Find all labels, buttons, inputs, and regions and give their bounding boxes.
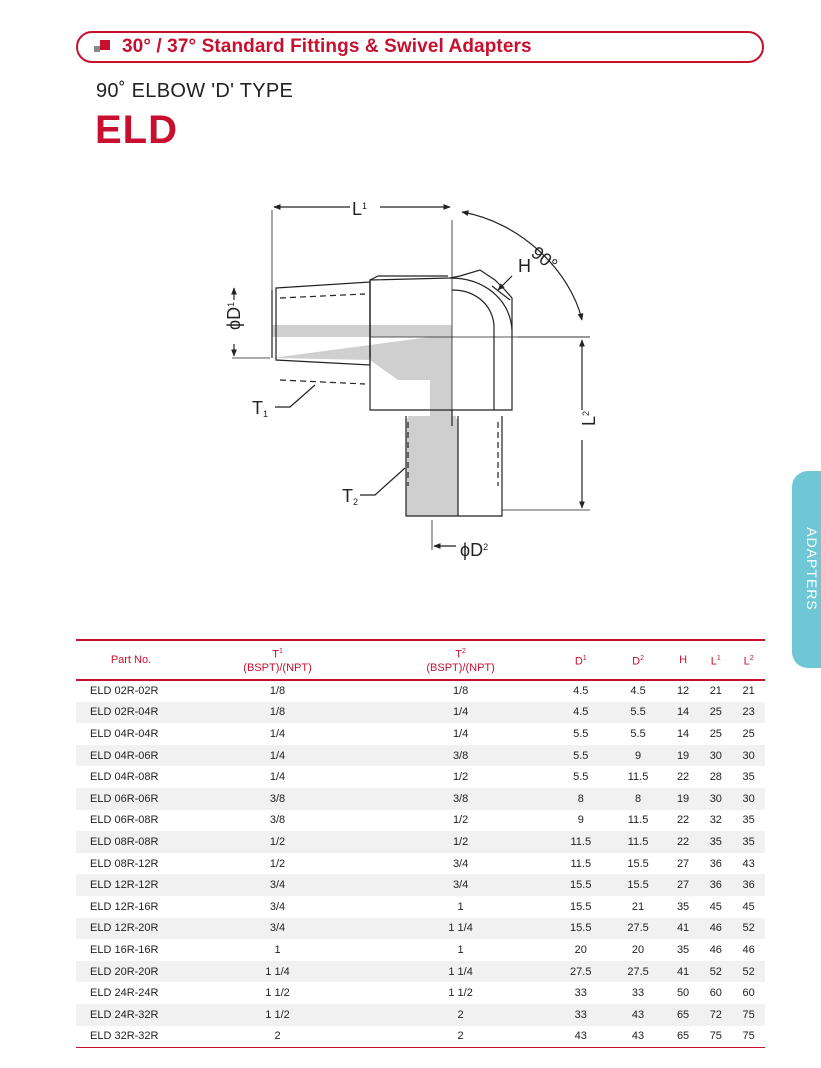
l1-dim-label: L bbox=[352, 199, 363, 219]
cell-h: 14 bbox=[676, 727, 690, 740]
table-row bbox=[76, 745, 765, 767]
cell-t2: 1 bbox=[457, 900, 464, 913]
t1-label: T bbox=[252, 398, 263, 418]
spec-table-body bbox=[76, 680, 765, 1047]
cell-t1: 3/8 bbox=[269, 814, 286, 827]
cell-l2: 35 bbox=[742, 814, 755, 827]
cell-t2: 1 bbox=[457, 943, 464, 956]
cell-d1: 9 bbox=[577, 814, 584, 827]
cell-d2: 4.5 bbox=[630, 685, 646, 698]
cell-t1: 1 1/2 bbox=[265, 987, 290, 1000]
d2-dim-sub: 2 bbox=[483, 542, 489, 552]
cell-h: 14 bbox=[676, 706, 690, 719]
cell-d2: 5.5 bbox=[630, 706, 646, 719]
col-d1: $D_1$ bbox=[552, 640, 609, 680]
cell-l1: 28 bbox=[709, 771, 722, 784]
t1-sub: 1 bbox=[263, 409, 269, 419]
cell-t2: 1/4 bbox=[452, 727, 469, 740]
cell-d1: 11.5 bbox=[570, 835, 592, 848]
cell-l1: 75 bbox=[699, 1026, 732, 1048]
cell-t2: 1 1/4 bbox=[448, 965, 473, 978]
cell-h: 65 bbox=[676, 1008, 690, 1021]
cell-l2: 36 bbox=[742, 879, 755, 892]
cell-d2: 15.5 bbox=[627, 857, 649, 870]
col-t2: $T_2$ (BSPT)/(NPT) bbox=[369, 640, 552, 680]
cell-d2: 33 bbox=[631, 987, 645, 1000]
cell-t2: 1/4 bbox=[452, 706, 469, 719]
cell-d2: 9 bbox=[634, 749, 642, 762]
cell-d1: 15.5 bbox=[570, 879, 592, 892]
cell-l2: 30 bbox=[742, 792, 755, 805]
cell-d2: 11.5 bbox=[627, 835, 649, 848]
cell-part-no: ELD 04R-08R bbox=[90, 771, 159, 784]
cell-t1: 1 1/2 bbox=[265, 1008, 290, 1021]
cell-h: 65 bbox=[667, 1026, 700, 1048]
cell-part-no: ELD 12R-20R bbox=[90, 922, 159, 935]
cell-t1: 1 1/4 bbox=[265, 965, 290, 978]
cell-part-no: ELD 16R-16R bbox=[90, 943, 159, 956]
cell-l1: 21 bbox=[709, 685, 722, 698]
cell-t1: 3/4 bbox=[269, 900, 286, 913]
cell-t2: 1/2 bbox=[452, 814, 469, 827]
cell-t2: 3/8 bbox=[452, 749, 469, 762]
cell-t1: 1/4 bbox=[269, 771, 286, 784]
cell-t2: 2 bbox=[369, 1026, 552, 1048]
cell-l1: 46 bbox=[709, 943, 722, 956]
cell-l1: 25 bbox=[709, 727, 722, 740]
cell-t1: 1/2 bbox=[269, 835, 286, 848]
col-t1: $T_1$ (BSPT)/(NPT) bbox=[186, 640, 369, 680]
cell-l1: 60 bbox=[709, 987, 722, 1000]
t2-label: T bbox=[342, 486, 353, 506]
cell-h: 12 bbox=[676, 685, 690, 698]
table-row bbox=[76, 1026, 765, 1048]
cell-l1: 36 bbox=[709, 857, 722, 870]
cell-part-no: ELD 06R-06R bbox=[90, 792, 159, 805]
cell-l2: 35 bbox=[742, 835, 755, 848]
col-d2: $D_2$ bbox=[609, 640, 666, 680]
cell-t2: 2 bbox=[457, 1008, 464, 1021]
cell-l2: 75 bbox=[732, 1026, 765, 1048]
cell-d1: 43 bbox=[552, 1026, 609, 1048]
cell-d2: 27.5 bbox=[627, 965, 649, 978]
cell-t2: 1/2 bbox=[452, 835, 469, 848]
cell-l1: 30 bbox=[709, 749, 722, 762]
cell-l2: 60 bbox=[742, 987, 755, 1000]
table-row bbox=[76, 874, 765, 896]
cell-t1: 1/2 bbox=[269, 857, 286, 870]
cell-d1: 33 bbox=[574, 1008, 587, 1021]
product-subtitle: 90˚ ELBOW 'D' TYPE bbox=[96, 80, 294, 102]
svg-text:ϕD2 bbox=[460, 540, 488, 560]
cell-l1: 46 bbox=[709, 922, 722, 935]
cell-t1: 1/8 bbox=[269, 706, 286, 719]
cell-h: 41 bbox=[676, 965, 690, 978]
svg-text:ϕD1 bbox=[224, 302, 244, 330]
cell-part-no: ELD 06R-08R bbox=[90, 814, 159, 827]
cell-l2: 46 bbox=[742, 943, 755, 956]
l1-dim-sub: 1 bbox=[362, 201, 368, 211]
table-row bbox=[76, 810, 765, 832]
table-row bbox=[76, 918, 765, 940]
cell-h: 27 bbox=[676, 857, 690, 870]
cell-t2: 1/2 bbox=[452, 771, 469, 784]
table-row bbox=[76, 1004, 765, 1026]
cell-d2: 43 bbox=[609, 1026, 666, 1048]
col-part-no: Part No. bbox=[76, 640, 186, 680]
cell-d2: 21 bbox=[631, 900, 645, 913]
spec-table bbox=[76, 639, 765, 1048]
svg-text:L2 bbox=[579, 411, 599, 426]
cell-h: 27 bbox=[676, 879, 690, 892]
cell-l1: 52 bbox=[709, 965, 722, 978]
table-row bbox=[76, 961, 765, 983]
col-h: H bbox=[667, 640, 700, 680]
table-row bbox=[76, 766, 765, 788]
table-row bbox=[76, 680, 765, 702]
cell-t1: 3/4 bbox=[269, 879, 286, 892]
cell-h: 41 bbox=[676, 922, 690, 935]
cell-d1: 27.5 bbox=[570, 965, 592, 978]
cell-t1: 1/4 bbox=[269, 749, 286, 762]
cell-d2: 20 bbox=[631, 943, 645, 956]
cell-l2: 30 bbox=[742, 749, 755, 762]
svg-text:T2 bbox=[342, 486, 358, 507]
cell-part-no: ELD 24R-24R bbox=[90, 987, 159, 1000]
cell-d2: 11.5 bbox=[627, 814, 649, 827]
cell-d1: 20 bbox=[574, 943, 587, 956]
cell-l2: 35 bbox=[742, 771, 755, 784]
cell-h: 50 bbox=[676, 987, 690, 1000]
cell-l1: 45 bbox=[709, 900, 722, 913]
cell-d1: 8 bbox=[577, 792, 584, 805]
cell-t1: 1 bbox=[274, 943, 281, 956]
d2-dim-label: ϕD bbox=[460, 540, 484, 560]
table-row bbox=[76, 939, 765, 961]
cell-part-no: ELD 12R-12R bbox=[90, 879, 159, 892]
cell-d1: 4.5 bbox=[573, 706, 589, 719]
cell-t1: 3/4 bbox=[269, 922, 286, 935]
cell-l1: 72 bbox=[709, 1008, 722, 1021]
l2-dim-sub: 2 bbox=[581, 410, 591, 416]
cell-h: 22 bbox=[676, 814, 690, 827]
col-l2: $L_2$ bbox=[732, 640, 765, 680]
cell-part-no: ELD 20R-20R bbox=[90, 965, 159, 978]
cell-l2: 23 bbox=[742, 706, 755, 719]
cell-l1: 35 bbox=[709, 835, 722, 848]
table-row bbox=[76, 982, 765, 1004]
cell-d2: 5.5 bbox=[630, 727, 646, 740]
cell-h: 35 bbox=[676, 943, 690, 956]
table-row bbox=[76, 723, 765, 745]
cell-l1: 30 bbox=[709, 792, 722, 805]
table-row bbox=[76, 896, 765, 918]
cell-t1: 1/4 bbox=[269, 727, 286, 740]
cell-l1: 32 bbox=[709, 814, 722, 827]
cell-l1: 25 bbox=[709, 706, 722, 719]
cell-l2: 25 bbox=[742, 727, 755, 740]
section-header bbox=[76, 31, 764, 63]
table-row bbox=[76, 788, 765, 810]
cell-part-no: ELD 04R-04R bbox=[90, 727, 159, 740]
cell-d1: 4.5 bbox=[573, 685, 589, 698]
cell-d1: 15.5 bbox=[570, 900, 592, 913]
cell-l1: 36 bbox=[709, 879, 722, 892]
cell-t2: 1 1/2 bbox=[448, 987, 473, 1000]
category-side-tab[interactable] bbox=[792, 471, 821, 668]
cell-part-no: ELD 32R-32R bbox=[76, 1026, 186, 1048]
cell-d2: 8 bbox=[634, 792, 642, 805]
side-tab-label: ADAPTERS bbox=[804, 527, 820, 611]
cell-d1: 15.5 bbox=[570, 922, 592, 935]
table-row bbox=[76, 853, 765, 875]
cell-part-no: ELD 08R-08R bbox=[90, 835, 159, 848]
cell-d2: 27.5 bbox=[627, 922, 649, 935]
table-row bbox=[76, 702, 765, 724]
cell-d2: 43 bbox=[631, 1008, 645, 1021]
h-label: H bbox=[518, 256, 531, 276]
cell-d1: 11.5 bbox=[570, 857, 592, 870]
cell-part-no: ELD 02R-04R bbox=[90, 706, 159, 719]
l2-dim-label: L bbox=[579, 415, 599, 426]
cell-t2: 3/4 bbox=[452, 879, 469, 892]
cell-t1: 1/8 bbox=[269, 685, 286, 698]
cell-l2: 52 bbox=[742, 965, 755, 978]
svg-text:T1 bbox=[252, 398, 268, 419]
cell-d2: 15.5 bbox=[627, 879, 649, 892]
cell-part-no: ELD 04R-06R bbox=[90, 749, 159, 762]
cell-h: 22 bbox=[676, 771, 690, 784]
cell-h: 22 bbox=[676, 835, 690, 848]
cell-part-no: ELD 08R-12R bbox=[90, 857, 159, 870]
cell-d1: 5.5 bbox=[573, 749, 589, 762]
product-code: ELD bbox=[95, 108, 178, 152]
cell-t2: 1/8 bbox=[452, 685, 469, 698]
cell-t2: 3/8 bbox=[452, 792, 469, 805]
d1-dim-sub: 1 bbox=[226, 301, 236, 307]
svg-text:L1 bbox=[352, 199, 367, 219]
cell-d1: 33 bbox=[574, 987, 587, 1000]
cell-d2: 11.5 bbox=[627, 771, 649, 784]
cell-t2: 1 1/4 bbox=[448, 922, 473, 935]
cell-d1: 5.5 bbox=[573, 727, 589, 740]
cell-d1: 5.5 bbox=[573, 771, 589, 784]
cell-l2: 21 bbox=[742, 685, 755, 698]
cell-l2: 52 bbox=[742, 922, 755, 935]
brand-squares-icon bbox=[94, 40, 116, 54]
cell-l2: 43 bbox=[742, 857, 755, 870]
t2-sub: 2 bbox=[353, 497, 359, 507]
cell-l2: 45 bbox=[742, 900, 755, 913]
cell-h: 35 bbox=[676, 900, 690, 913]
cell-part-no: ELD 02R-02R bbox=[90, 685, 159, 698]
cell-t1: 2 bbox=[186, 1026, 369, 1048]
elbow-technical-drawing bbox=[220, 190, 610, 570]
cell-l2: 75 bbox=[742, 1008, 755, 1021]
cell-h: 19 bbox=[676, 792, 690, 805]
table-row bbox=[76, 831, 765, 853]
section-title: 30° / 37° Standard Fittings & Swivel Adapters bbox=[122, 36, 532, 57]
table-header-row bbox=[76, 640, 765, 680]
cell-t2: 3/4 bbox=[452, 857, 469, 870]
angle-label: 90° bbox=[527, 242, 562, 275]
cell-part-no: ELD 24R-32R bbox=[90, 1008, 159, 1021]
col-l1: $L_1$ bbox=[699, 640, 732, 680]
cell-part-no: ELD 12R-16R bbox=[90, 900, 159, 913]
cell-t1: 3/8 bbox=[269, 792, 286, 805]
d1-dim-label: ϕD bbox=[224, 306, 244, 330]
cell-h: 19 bbox=[676, 749, 690, 762]
